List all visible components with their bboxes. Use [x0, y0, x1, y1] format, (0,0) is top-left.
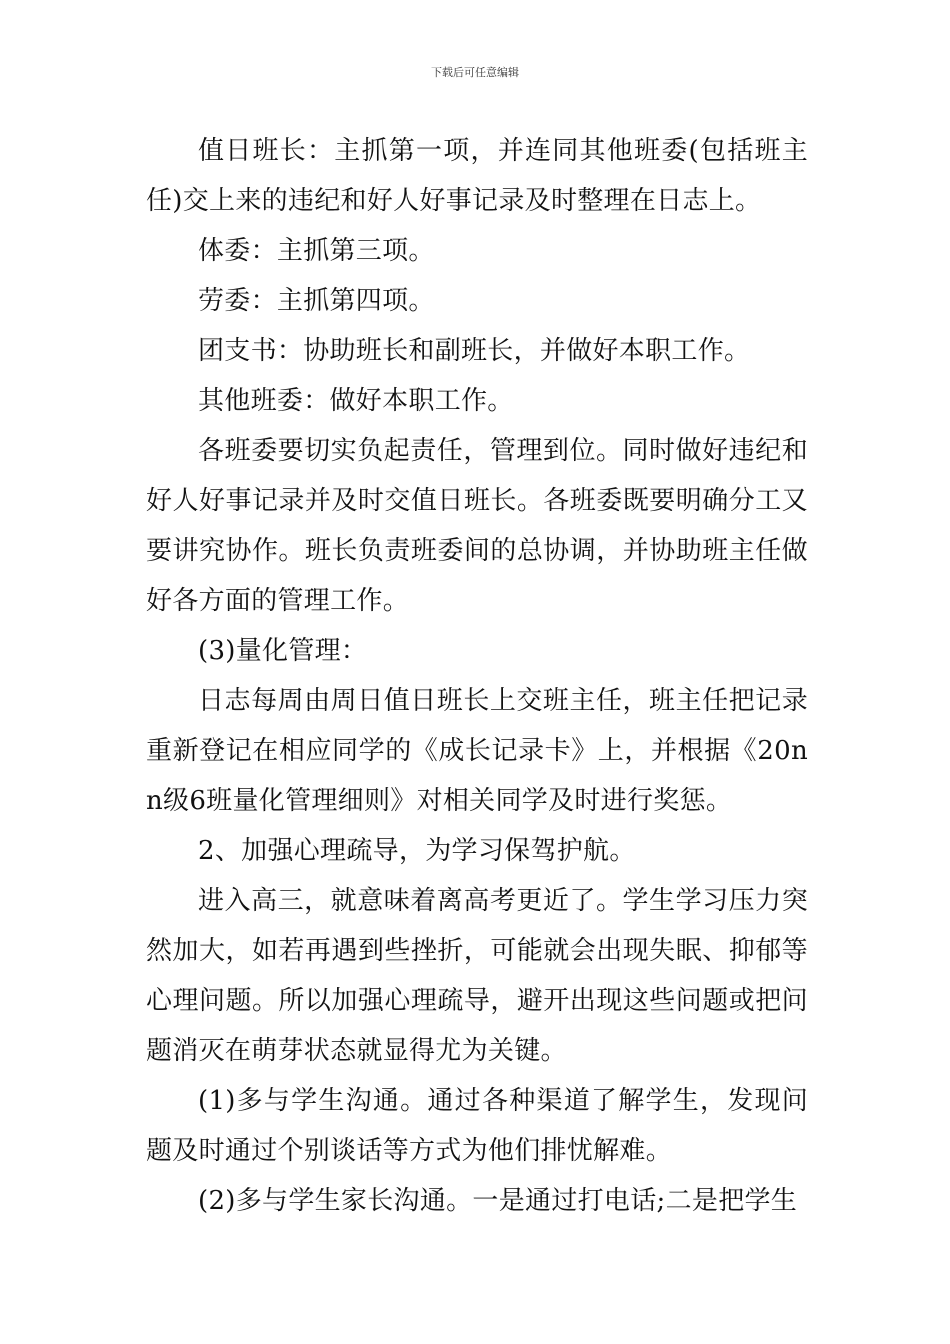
paragraph-sports-committee: 体委：主抓第三项。: [198, 236, 435, 266]
paragraph-senior-year-pressure: 进入高三，就意味着离高考更近了。学生学习压力突然加大，如若再遇到些挫折，可能就会出现失眠、抑郁等心理问题。所以加强心理疏导，避开出现这些问题或把问题消灭在萌芽状态就显得尤为关键。: [146, 886, 808, 1066]
paragraph-duty-monitor: 值日班长：主抓第一项，并连同其他班委(包括班主任)交上来的违纪和好人好事记录及时整理在日志上。: [146, 136, 808, 216]
paragraph-psychological-guidance-heading: 2、加强心理疏导，为学习保驾护航。: [198, 836, 636, 866]
paragraph-committee-responsibility: 各班委要切实负起责任，管理到位。同时做好违纪和好人好事记录并及时交值日班长。各班委既要明确分工又要讲究协作。班长负责班委间的总协调，并协助班主任做好各方面的管理工作。: [146, 436, 808, 616]
paragraph-league-secretary: 团支书：协助班长和副班长，并做好本职工作。: [198, 336, 751, 366]
paragraph-communicate-students: (1)多与学生沟通。通过各种渠道了解学生，发现问题及时通过个别谈话等方式为他们排忧解难。: [146, 1086, 808, 1166]
page-header-note: 下载后可任意编辑: [431, 66, 519, 79]
paragraph-weekly-log: 日志每周由周日值日班长上交班主任，班主任把记录重新登记在相应同学的《成长记录卡》上，并根据《20nn级6班量化管理细则》对相关同学及时进行奖惩。: [146, 686, 808, 816]
document-body: [146, 126, 808, 1226]
paragraph-other-committee: 其他班委：做好本职工作。: [198, 386, 514, 416]
paragraph-labor-committee: 劳委：主抓第四项。: [198, 286, 435, 316]
paragraph-quantified-management-heading: (3)量化管理：: [198, 636, 368, 666]
paragraph-communicate-parents: (2)多与学生家长沟通。一是通过打电话;二是把学生: [198, 1186, 798, 1216]
